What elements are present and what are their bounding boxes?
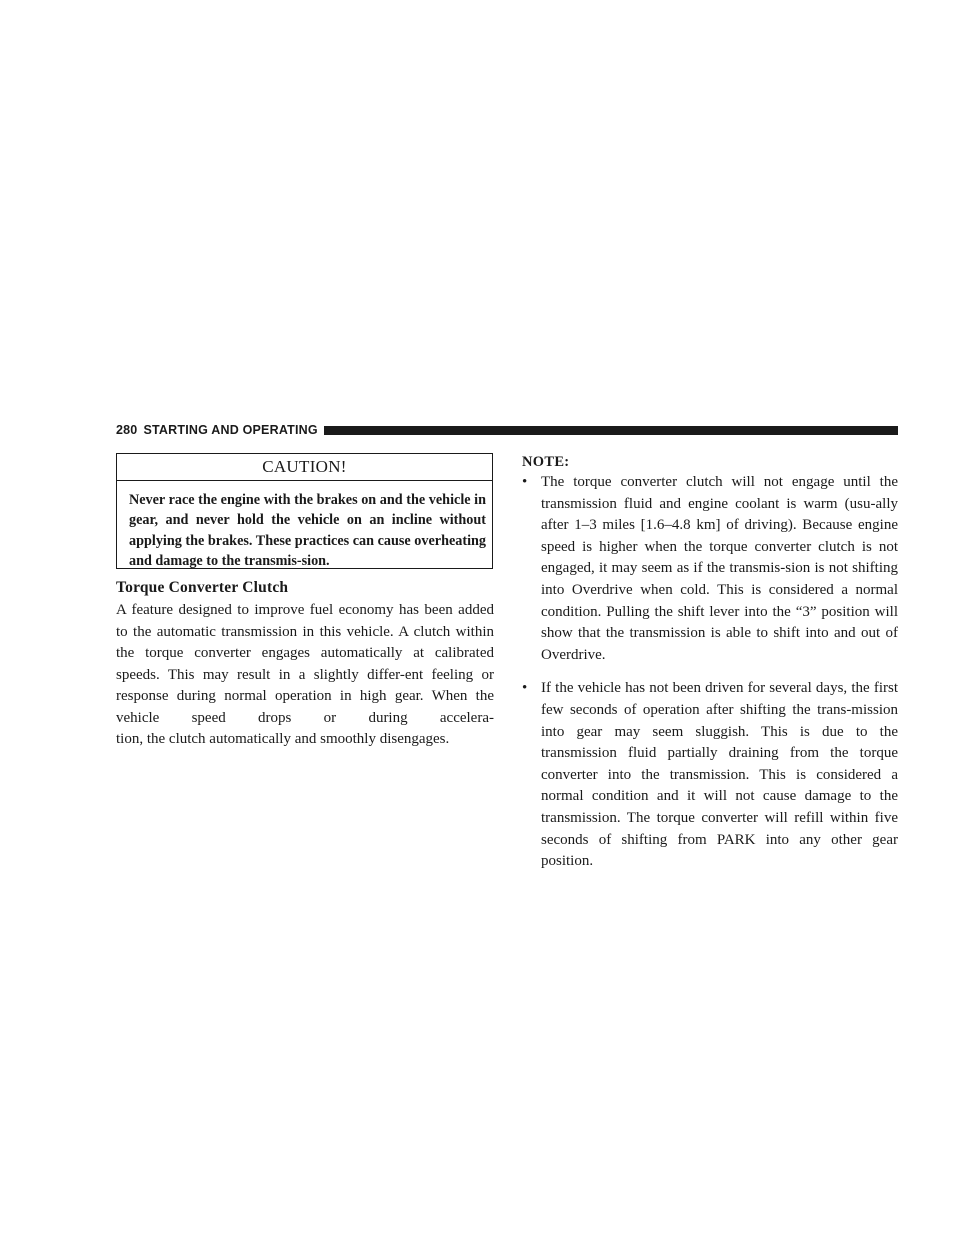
note-label: NOTE: xyxy=(522,454,570,470)
note-list xyxy=(522,472,898,873)
torque-converter-paragraph xyxy=(116,600,494,751)
bullet-icon: • xyxy=(522,474,528,490)
caution-box xyxy=(116,453,493,569)
note-item-text: The torque converter clutch will not engage until the transmission fluid and engine coolant is warm (usu-ally after 1–3 miles [1.6–4.8 km] of driving). Because engine speed is higher when the torque converter clutch is not engaged, it may seem as if the transmis-sion is not shifting into Overdrive when cold. This is considered a normal condition. Pulling the shift lever into the “3” position will show that the transmission is able to shift into and out of Overdrive. xyxy=(541,474,898,663)
note-item xyxy=(522,472,898,666)
page-number: 280 xyxy=(116,423,138,437)
torque-converter-text-last-line: tion, the clutch automatically and smoothly disengages. xyxy=(116,731,450,747)
header-rule xyxy=(324,426,898,435)
caution-text: Never race the engine with the brakes on and the vehicle in gear, and never hold the vehicle on an incline without applying the brakes. These practices can cause overheating and damage to the transmis-sion. xyxy=(129,492,486,570)
note-item xyxy=(522,678,898,872)
torque-converter-heading: Torque Converter Clutch xyxy=(116,579,289,596)
caution-title: CAUTION! xyxy=(117,454,492,481)
page-header xyxy=(116,421,898,439)
bullet-icon: • xyxy=(522,680,528,697)
torque-converter-text: A feature designed to improve fuel economy has been added to the automatic transmission in this vehicle. A clutch within the torque converter engages automatically at calibrated speeds. This may result in a slightly differ-ent feeling or response during normal operation in high gear. When the vehicle speed drops or during accelera- xyxy=(116,602,494,726)
section-title: STARTING AND OPERATING xyxy=(143,423,318,437)
note-item-text: If the vehicle has not been driven for several days, the first few seconds of operation after shifting the trans-mission into gear may seem sluggish. This is due to the transmission fluid partially draining from the torque converter into the transmission. This is considered a normal condition and it will not cause damage to the transmission. The torque converter will refill within five seconds of shifting from PARK into any other gear position. xyxy=(541,680,898,870)
